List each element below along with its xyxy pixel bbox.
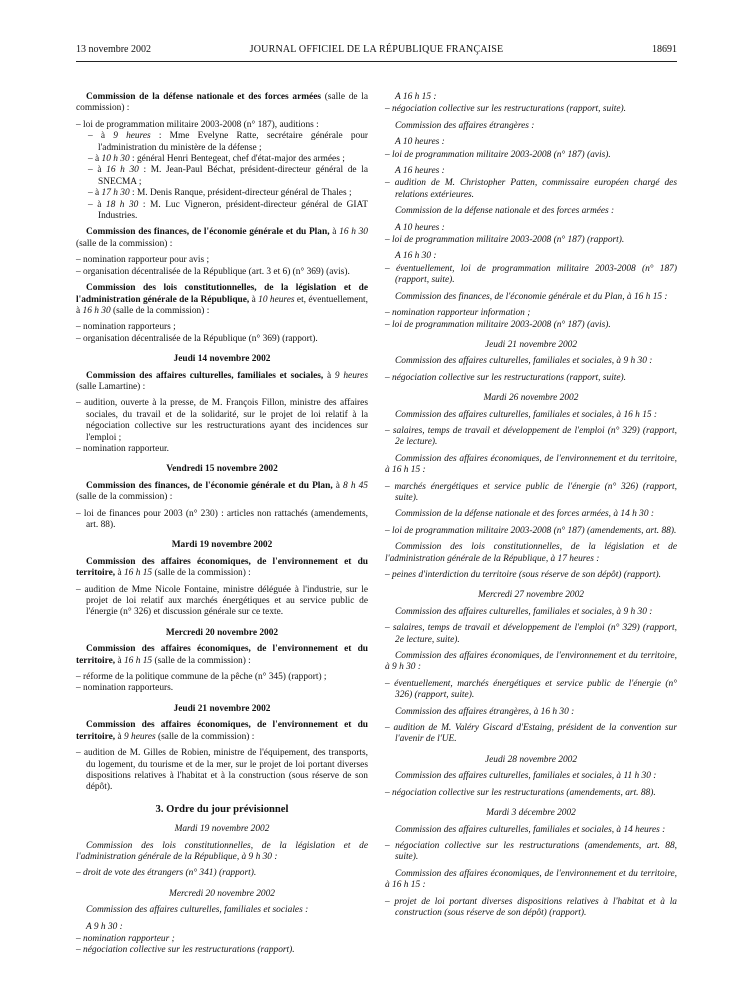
entry-heading: Commission des affaires culturelles, familiales et sociales, à 14 heures : xyxy=(395,824,666,835)
agenda-list xyxy=(76,868,368,879)
agenda-list xyxy=(385,150,677,161)
list-item: – loi de programmation militaire 2003-2008 (n° 187) (avis). xyxy=(385,149,611,160)
date-heading: Mardi 26 novembre 2002 xyxy=(483,393,579,404)
agenda-list xyxy=(76,509,368,532)
entry-heading: Commission de la défense nationale et des forces armées (salle de la commission) : xyxy=(76,92,368,114)
list-item: – audition de M. Valéry Giscard d'Estaing, président de la convention sur l'avenir de l'UE. xyxy=(385,723,677,745)
section-title: 3. Ordre du jour prévisionnel xyxy=(155,803,289,815)
entry-heading: Commission des finances, de l'économie générale et du Plan, à 16 h 15 : xyxy=(395,291,668,302)
list-item: – négociation collective sur les restructurations (rapport, suite). xyxy=(385,372,627,383)
list-item: – loi de programmation militaire 2003-2008 (n° 187) (amendements, art. 88). xyxy=(385,525,677,536)
agenda-list xyxy=(76,322,368,345)
list-item: – projet de loi portant diverses dispositions relatives à l'habitat et à la construction (sous réserve de son dépôt) (rapport). xyxy=(385,896,677,918)
entry-heading: Commission des lois constitutionnelles, de la législation et de l'administration générale de la République, à 17 heures : xyxy=(385,542,677,564)
agenda-list xyxy=(385,841,677,864)
list-item: – loi de programmation militaire 2003-2008 (n° 187) (avis). xyxy=(385,319,611,330)
page-number: 18691 xyxy=(652,44,677,55)
date-heading: Mercredi 20 novembre 2002 xyxy=(165,627,279,638)
agenda-list xyxy=(76,255,368,278)
entry-heading: Commission des affaires culturelles, familiales et sociales, à 9 h 30 : xyxy=(395,356,653,367)
agenda-list xyxy=(385,373,677,384)
list-item: – salaires, temps de travail et développement de l'emploi (n° 329) (rapport, 2e lecture, suite). xyxy=(385,623,677,645)
agenda-list xyxy=(385,623,677,646)
entry-heading: Commission des affaires culturelles, familiales et sociales, à 16 h 15 : xyxy=(395,409,658,420)
list-item: – audition, ouverte à la presse, de M. François Fillon, ministre des affaires sociales, du travail et de la solidarité, sur le projet de loi relatif à la négociation collective sur les restructurations ayant des incidences sur l'emploi ; xyxy=(76,398,368,443)
list-item: – négociation collective sur les restructurations (rapport). xyxy=(76,945,295,956)
header-date: 13 novembre 2002 xyxy=(76,44,151,55)
time-heading: A 16 h 30 : xyxy=(395,251,437,262)
agenda-list xyxy=(385,679,677,702)
date-heading: Mardi 19 novembre 2002 xyxy=(171,540,273,551)
date-heading: Mardi 19 novembre 2002 xyxy=(174,824,270,835)
agenda-list xyxy=(76,748,368,794)
agenda-list xyxy=(385,264,677,287)
entry-heading: Commission des affaires étrangères : xyxy=(395,120,535,131)
list-item: – éventuellement, loi de programmation militaire 2003-2008 (n° 187) (rapport, suite). xyxy=(385,263,677,286)
entry-heading: Commission de la défense nationale et des forces armées : xyxy=(395,206,615,217)
list-item: – audition de M. Christopher Patten, commissaire européen chargé des relations extérieures. xyxy=(385,178,677,200)
entry-heading: Commission des affaires économiques, de l'environnement et du territoire, à 9 h 30 : xyxy=(385,651,677,673)
agenda-list xyxy=(385,178,677,201)
entry-heading: Commission des affaires économiques, de l'environnement et du territoire, à 16 h 15 (salle de la commission) : xyxy=(76,644,368,666)
date-heading: Jeudi 21 novembre 2002 xyxy=(484,339,578,350)
left-column xyxy=(76,92,368,962)
list-item: – marchés énergétiques et service public de l'énergie (n° 326) (rapport, suite). xyxy=(385,481,677,503)
list-item: – réforme de la politique commune de la pêche (n° 345) (rapport) ; xyxy=(76,672,327,683)
list-item: – nomination rapporteur. xyxy=(76,443,169,454)
list-item: – nomination rapporteur pour avis ; xyxy=(76,255,210,266)
agenda-list xyxy=(76,120,368,223)
agenda-list xyxy=(76,672,368,695)
entry-heading: Commission des affaires économiques, de l'environnement et du territoire, à 9 heures (salle de la commission) : xyxy=(76,720,368,742)
list-item: – négociation collective sur les restructurations (amendements, art. 88, suite). xyxy=(385,840,677,863)
list-item: – loi de programmation militaire 2003-2008 (n° 187) (rapport). xyxy=(385,235,625,246)
agenda-list xyxy=(385,426,677,449)
entry-heading: Commission des affaires culturelles, familiales et sociales, à 9 heures (salle Lamartine) : xyxy=(76,370,368,392)
date-heading: Vendredi 15 novembre 2002 xyxy=(166,464,278,475)
right-column xyxy=(385,92,677,924)
list-item: – audition de Mme Nicole Fontaine, ministre déléguée à l'industrie, sur le projet de loi relatif aux marchés énergétiques et au service public de l'énergie (n° 326) et discussion générale sur ce texte. xyxy=(76,584,368,618)
agenda-list xyxy=(76,398,368,455)
page-header xyxy=(76,44,677,58)
list-item: – loi de programmation militaire 2003-2008 (n° 187), auditions : xyxy=(76,119,319,130)
date-heading: Mardi 3 décembre 2002 xyxy=(486,808,576,819)
agenda-list xyxy=(385,308,677,331)
list-item: – organisation décentralisée de la République (n° 369) (rapport). xyxy=(76,333,318,344)
entry-heading: Commission des affaires culturelles, familiales et sociales, à 11 h 30 : xyxy=(395,771,657,782)
agenda-list xyxy=(385,570,677,581)
agenda-list xyxy=(385,897,677,920)
entry-heading: Commission des lois constitutionnelles, de la législation et de l'administration générale de la République, à 10 heures et, éventuellement, à 16 h 30 (salle de la commission) : xyxy=(76,283,368,316)
date-heading: Jeudi 28 novembre 2002 xyxy=(484,754,578,765)
list-item: – salaires, temps de travail et développement de l'emploi (n° 329) (rapport, 2e lecture). xyxy=(385,425,677,448)
agenda-list xyxy=(385,526,677,537)
entry-heading: Commission de la défense nationale et des forces armées, à 14 h 30 : xyxy=(395,509,654,520)
entry-heading: Commission des affaires économiques, de l'environnement et du territoire, à 16 h 15 (salle de la commission) : xyxy=(76,556,368,579)
date-heading: Jeudi 14 novembre 2002 xyxy=(173,354,271,365)
list-item: – éventuellement, marchés énergétiques et service public de l'énergie (n° 326) (rapport, suite). xyxy=(385,678,677,701)
list-item: – peines d'interdiction du territoire (sous réserve de son dépôt) (rapport). xyxy=(385,570,662,580)
list-item: – à 16 h 30 : M. Jean-Paul Béchat, président-directeur général de la SNECMA ; xyxy=(88,165,368,187)
agenda-list xyxy=(385,788,677,799)
agenda-list xyxy=(76,585,368,619)
time-heading: A 9 h 30 : xyxy=(86,921,123,932)
header-rule xyxy=(76,61,677,62)
list-item: – nomination rapporteurs. xyxy=(76,683,174,694)
date-heading: Jeudi 21 novembre 2002 xyxy=(173,703,271,714)
agenda-list xyxy=(385,104,677,115)
list-item: – à 17 h 30 : M. Denis Ranque, président-directeur général de Thales ; xyxy=(88,188,352,199)
list-item: – négociation collective sur les restructurations (amendements, art. 88). xyxy=(385,787,656,798)
list-item: – nomination rapporteur information ; xyxy=(385,308,531,319)
list-item: – à 9 heures : Mme Evelyne Ratte, secrétaire générale pour l'administration du ministère de la défense ; xyxy=(88,131,368,153)
time-heading: A 10 heures : xyxy=(395,222,445,233)
list-item: – loi de finances pour 2003 (n° 230) : articles non rattachés (amendements, art. 88). xyxy=(76,508,368,530)
entry-heading: Commission des affaires économiques, de l'environnement et du territoire, à 16 h 15 : xyxy=(385,453,677,476)
list-item: – nomination rapporteurs ; xyxy=(76,322,176,333)
agenda-list xyxy=(385,723,677,746)
header-title: JOURNAL OFFICIEL DE LA RÉPUBLIQUE FRANÇAISE xyxy=(249,44,504,55)
entry-heading: Commission des lois constitutionnelles, de la législation et de l'administration générale de la République, à 9 h 30 : xyxy=(76,840,368,862)
agenda-list xyxy=(385,482,677,505)
list-item: – droit de vote des étrangers (n° 341) (rapport). xyxy=(76,868,257,879)
date-heading: Mercredi 20 novembre 2002 xyxy=(169,888,275,899)
entry-heading: Commission des finances, de l'économie générale et du Plan, à 8 h 45 (salle de la commission) : xyxy=(76,480,368,503)
entry-heading: Commission des finances, de l'économie générale et du Plan, à 16 h 30 (salle de la commission) : xyxy=(76,227,368,249)
list-item: – à 10 h 30 : général Henri Bentegeat, chef d'état-major des armées ; xyxy=(88,154,345,165)
list-item: – négociation collective sur les restructurations (rapport, suite). xyxy=(385,104,627,115)
time-heading: A 16 heures : xyxy=(395,166,445,177)
entry-heading: Commission des affaires économiques, de l'environnement et du territoire, à 16 h 15 : xyxy=(385,868,677,891)
list-item: – nomination rapporteur ; xyxy=(76,933,175,944)
agenda-list xyxy=(76,934,368,957)
time-heading: A 16 h 15 : xyxy=(395,92,437,102)
date-heading: Mercredi 27 novembre 2002 xyxy=(478,590,584,601)
entry-heading: Commission des affaires culturelles, familiales et sociales, à 9 h 30 : xyxy=(395,606,653,617)
list-item: – organisation décentralisée de la République (art. 3 et 6) (n° 369) (avis). xyxy=(76,266,350,277)
agenda-list xyxy=(385,235,677,246)
list-item: – à 18 h 30 : M. Luc Vigneron, président-directeur général de GIAT Industries. xyxy=(88,199,368,222)
time-heading: A 10 heures : xyxy=(395,137,445,148)
entry-heading: Commission des affaires culturelles, familiales et sociales : xyxy=(86,905,309,916)
entry-heading: Commission des affaires étrangères, à 16 h 30 : xyxy=(395,706,575,717)
list-item: – audition de M. Gilles de Robien, ministre de l'équipement, des transports, du logement, du tourisme et de la mer, sur le projet de loi portant diverses dispositions relatives à l'habitat et à la construction (sous réserve de son dépôt). xyxy=(76,748,368,793)
